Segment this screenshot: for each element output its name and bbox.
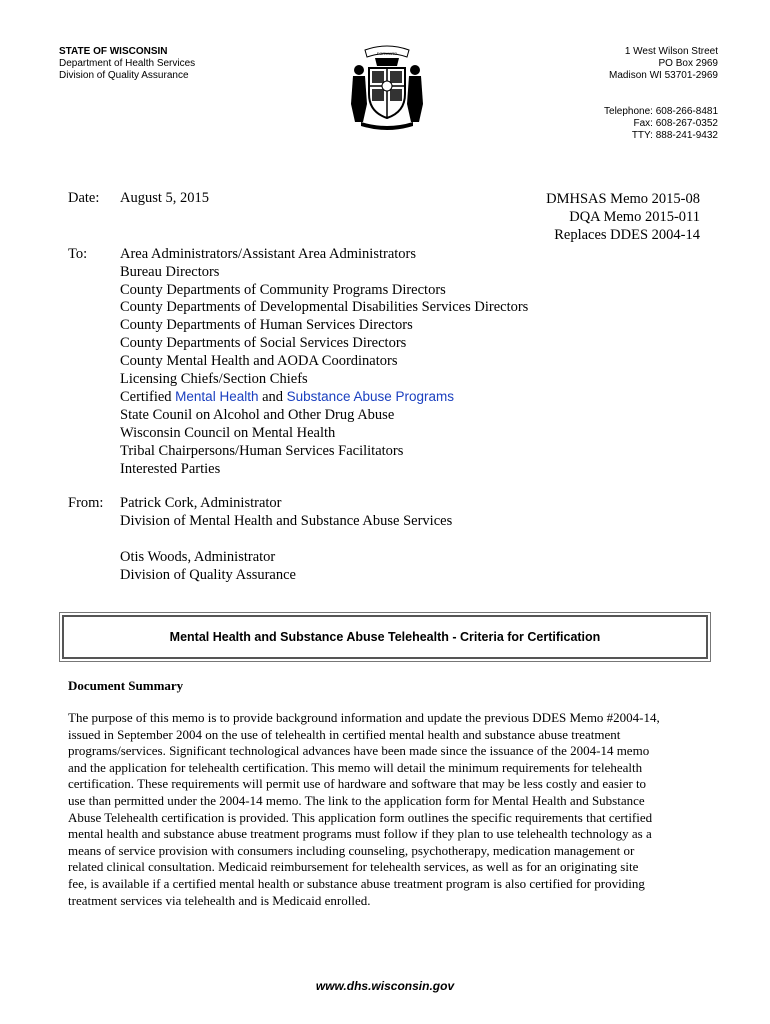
recipient: County Departments of Human Services Directors <box>120 317 413 334</box>
from-name: Otis Woods, Administrator <box>120 549 276 565</box>
summary-heading: Document Summary <box>68 678 184 693</box>
svg-text:FORWARD: FORWARD <box>376 51 398 56</box>
summary-line: mental health and substance abuse treatment programs must follow if they plan to use telehealth technology as a <box>68 826 652 842</box>
memo-ref-replaces: Replaces DDES 2004-14 <box>554 227 700 243</box>
recipient-list <box>120 246 528 478</box>
recipient: Area Administrators/Assistant Area Administrators <box>120 246 417 262</box>
memo-title-box <box>62 615 708 659</box>
recipient: Interested Parties <box>120 460 221 477</box>
telephone: Telephone: 608-266-8481 <box>604 106 718 117</box>
recipient: County Departments of Social Services Directors <box>120 334 407 351</box>
summary-line: The purpose of this memo is to provide background information and update the previous DDES Memo #2004-14, <box>68 710 660 725</box>
summary-line: related clinical consultation. Medicaid reimbursement for telehealth services, as well as for an originating site <box>68 859 639 875</box>
wisconsin-state-seal-icon <box>345 42 429 130</box>
recipient: County Departments of Developmental Disabilities Services Directors <box>120 299 529 316</box>
summary-line: Abuse Telehealth certification is provided. This application form outlines the specific requirements that certified <box>68 809 653 825</box>
address-city: Madison WI 53701-2969 <box>609 70 718 81</box>
date-label: Date: <box>68 190 100 206</box>
footer-website-link[interactable]: www.dhs.wisconsin.gov <box>315 979 455 993</box>
memo-ref-dmhsas: DMHSAS Memo 2015-08 <box>546 191 700 207</box>
address-block <box>604 46 718 142</box>
mental-health-link[interactable]: Mental Health <box>175 389 259 405</box>
agency-state: STATE OF WISCONSIN <box>59 46 168 57</box>
recipient: Wisconsin Council on Mental Health <box>120 424 336 441</box>
from-block-2 <box>120 549 296 585</box>
from-organization: Division of Mental Health and Substance Abuse Services <box>120 512 453 529</box>
summary-line: and the application for telehealth certification. This memo will detail the minimum requirements for telehealth <box>68 759 643 775</box>
summary-line: means of service provision with consumers including counseling, psychotherapy, medication management or <box>68 842 635 858</box>
recipient-certified <box>120 388 528 407</box>
to-label: To: <box>68 246 88 262</box>
agency-division: Division of Quality Assurance <box>59 70 189 81</box>
recipient: County Departments of Community Programs Directors <box>120 281 446 298</box>
summary-line: programs/services. Significant technological advances have been made since the issuance of the 2004-14 memo <box>68 743 650 759</box>
address-street: 1 West Wilson Street <box>624 46 718 57</box>
agency-department: Department of Health Services <box>59 58 196 69</box>
summary-line: fee, is available if a certified mental health or substance abuse treatment program is also certified for providing <box>68 875 645 891</box>
summary-line: treatment services via telehealth and is Medicaid enrolled. <box>68 892 371 908</box>
fax: Fax: 608-267-0352 <box>633 118 718 129</box>
recipient: Licensing Chiefs/Section Chiefs <box>120 370 308 387</box>
summary-line: certification. These requirements will permit use of hardware and software that may be less costly and easier to <box>68 776 647 792</box>
from-label: From: <box>68 495 104 511</box>
recipient: Tribal Chairpersons/Human Services Facilitators <box>120 442 404 459</box>
recipient: County Mental Health and AODA Coordinators <box>120 352 398 369</box>
memo-references <box>546 190 700 244</box>
date-value: August 5, 2015 <box>120 190 210 206</box>
summary-line: use than permitted under the 2004-14 memo. The link to the application form for Mental Health and Substance <box>68 792 645 808</box>
summary-paragraph <box>68 710 708 909</box>
address-po-box: PO Box 2969 <box>658 58 718 69</box>
recipient: Bureau Directors <box>120 263 220 280</box>
summary-line: issued in September 2004 on the use of telehealth in certified mental health and substance abuse treatment <box>68 726 621 742</box>
from-block-1 <box>120 495 452 531</box>
certified-and: and <box>258 389 287 406</box>
agency-block <box>59 46 195 82</box>
memo-title: Mental Health and Substance Abuse Telehealth - Criteria for Certification <box>169 630 601 644</box>
recipient: State Counil on Alcohol and Other Drug Abuse <box>120 407 395 424</box>
certified-prefix: Certified <box>120 389 176 406</box>
tty: TTY: 888-241-9432 <box>631 130 718 141</box>
from-organization: Division of Quality Assurance <box>120 566 296 583</box>
substance-abuse-programs-link[interactable]: Substance Abuse Programs <box>286 389 455 405</box>
from-name: Patrick Cork, Administrator <box>120 495 282 511</box>
memo-ref-dqa: DQA Memo 2015-011 <box>569 209 700 225</box>
